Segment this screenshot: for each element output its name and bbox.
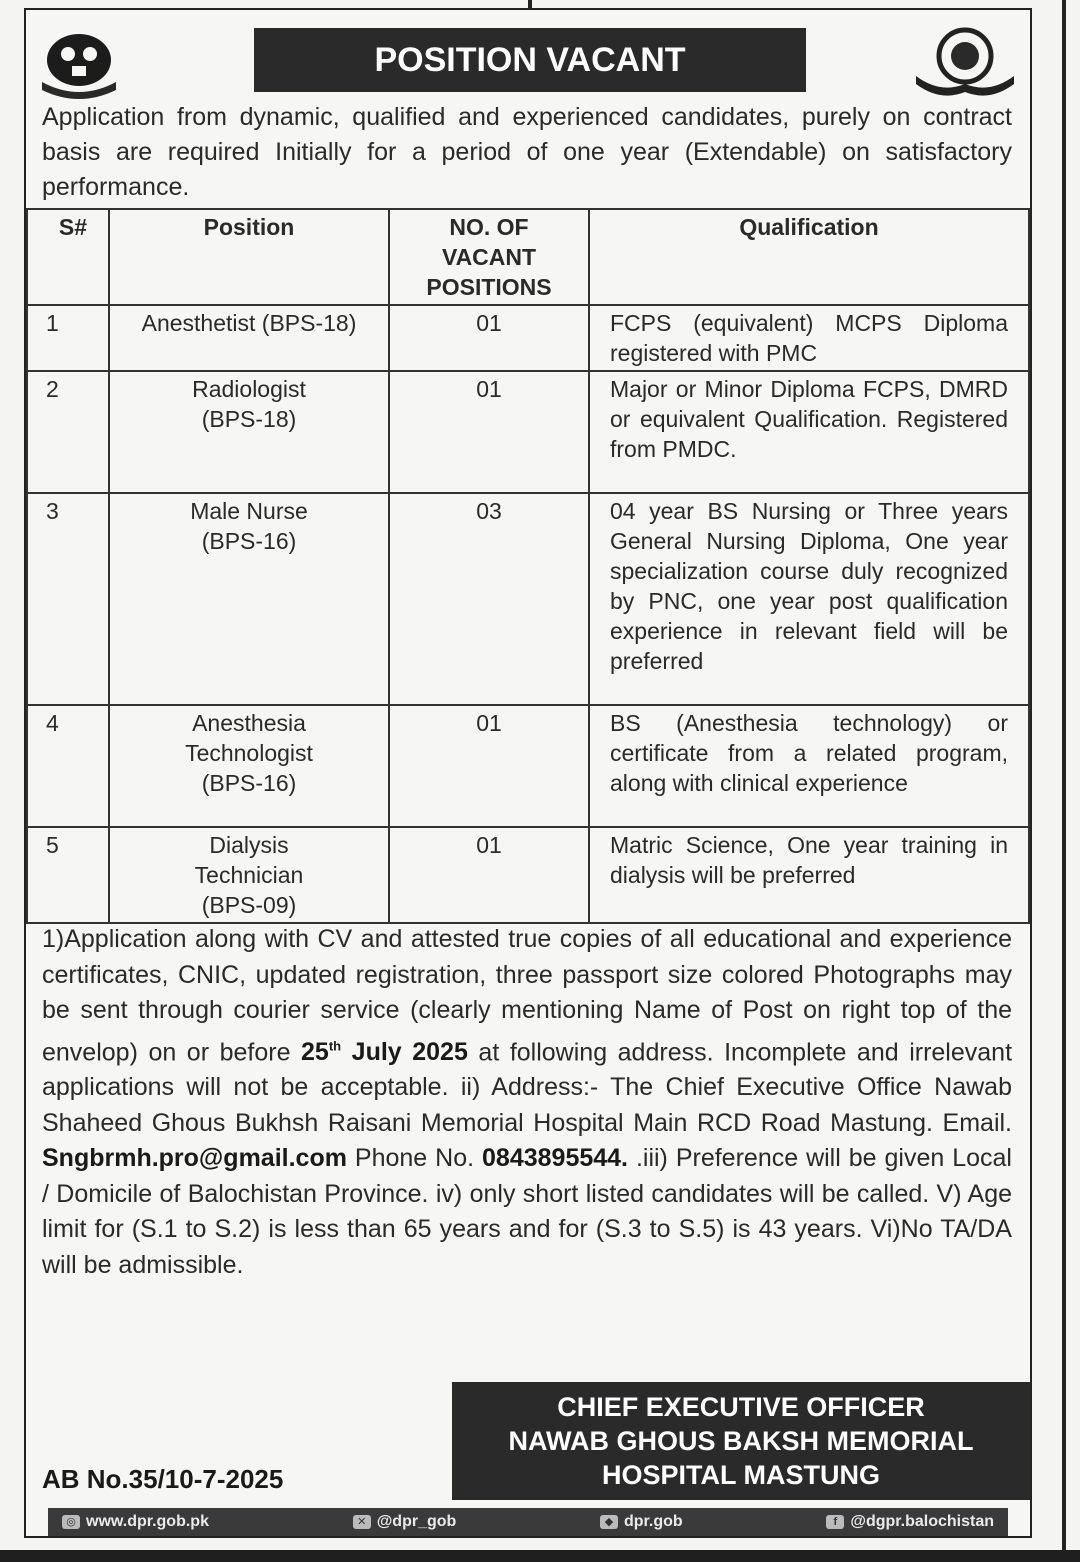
email-address: Sngbrmh.pro@gmail.com (42, 1144, 347, 1173)
table-row (27, 371, 1029, 493)
cell-sno: 4 (27, 705, 109, 827)
column-header-qualification: Qualification (589, 209, 1029, 305)
deadline-date: 25th July 2025 (301, 1037, 468, 1066)
column-header-position: Position (109, 209, 389, 305)
column-header-vacancies: NO. OF VACANT POSITIONS (389, 209, 589, 305)
cell-count: 01 (389, 705, 589, 827)
intro-text: Application from dynamic, qualified and experienced candidates, purely on contract basis are required Initially for a period of one year (Extendable) on satisfactory performance. (42, 103, 1012, 201)
signature-line: HOSPITAL MASTUNG (601, 1460, 880, 1490)
signature-line: NAWAB GHOUS BAKSH MEMORIAL (508, 1426, 974, 1456)
cell-sno: 3 (27, 493, 109, 705)
cell-qualification: 04 year BS Nursing or Three years General Nursing Diploma, One year specialization course duly recognized by PNC, one year post qualification experience in relevant field will be preferred (589, 493, 1029, 705)
cell-sno: 2 (27, 371, 109, 493)
footer-item-social: ◆ dpr.gob (600, 1513, 683, 1531)
cell-count: 01 (389, 827, 589, 923)
job-advertisement (24, 8, 1032, 1538)
cell-position: Anesthetist (BPS-18) (109, 305, 389, 371)
signature-block (452, 1382, 1030, 1500)
phone-number: 0843895544. (482, 1144, 628, 1173)
footer-item-website: ◎ www.dpr.gob.pk (62, 1513, 209, 1531)
globe-icon: ◎ (62, 1515, 80, 1529)
table-row (27, 827, 1029, 923)
balochistan-emblem-icon (34, 24, 124, 104)
table-row (27, 305, 1029, 371)
footer-social-bar (48, 1508, 1008, 1536)
signature-line: CHIEF EXECUTIVE OFFICER (557, 1392, 925, 1422)
positions-table (26, 208, 1030, 924)
page-title: POSITION VACANT (254, 28, 806, 92)
column-divider-right (1062, 0, 1066, 1562)
dpr-emblem-icon (910, 24, 1020, 104)
cell-position: Anesthesia Technologist (BPS-16) (109, 705, 389, 827)
table-row (27, 705, 1029, 827)
cell-count: 03 (389, 493, 589, 705)
column-divider-top (528, 0, 532, 8)
column-header-sno: S# (27, 209, 109, 305)
cell-position: Male Nurse (BPS-16) (109, 493, 389, 705)
cell-sno: 5 (27, 827, 109, 923)
instructions-text: 1)Application along with CV and attested true copies of all educational and experience certificates, CNIC, updated registration, three passport size colored Photographs may be sent through courier service (clearly mentioning Name of Post on right top of the envelop) on or before 25th July 2025 at following address. Incomplete and irrelevant applications will not be acceptable. ii) Address:- The Chief Executive Office Nawab Shaheed Ghous Bukhsh Raisani Memorial Hospital Main RCD Road Mastung. Email. Sngbrmh.pro@gmail.com Phone No. 0843895544. .iii) Preference will be given Local / Domicile of Balochistan Province. iv) only short listed candidates will be called. V) Age limit for (S.1 to S.2) is less than 65 years and for (S.3 to S.5) is 43 years. Vi)No TA/DA will be admissible. (42, 925, 1013, 1279)
footer-item-x: ✕ @dpr_gob (353, 1513, 457, 1531)
cell-position: Radiologist (BPS-18) (109, 371, 389, 493)
cell-qualification: BS (Anesthesia technology) or certificate from a related program, along with clinical experience (589, 705, 1029, 827)
cell-position: Dialysis Technician (BPS-09) (109, 827, 389, 923)
cell-sno: 1 (27, 305, 109, 371)
facebook-icon: f (826, 1515, 844, 1529)
cell-qualification: Matric Science, One year training in dialysis will be preferred (589, 827, 1029, 923)
cell-qualification: Major or Minor Diploma FCPS, DMRD or equivalent Qualification. Registered from PMDC. (589, 371, 1029, 493)
social-icon: ◆ (600, 1515, 618, 1529)
reference-number: AB No.35/10-7-2025 (42, 1464, 284, 1494)
cell-count: 01 (389, 305, 589, 371)
footer-item-facebook: f @dgpr.balochistan (826, 1513, 994, 1531)
cell-qualification: FCPS (equivalent) MCPS Diploma registered with PMC (589, 305, 1029, 371)
page-bottom-border (0, 1550, 1080, 1562)
table-row (27, 493, 1029, 705)
x-icon: ✕ (353, 1515, 371, 1529)
cell-count: 01 (389, 371, 589, 493)
